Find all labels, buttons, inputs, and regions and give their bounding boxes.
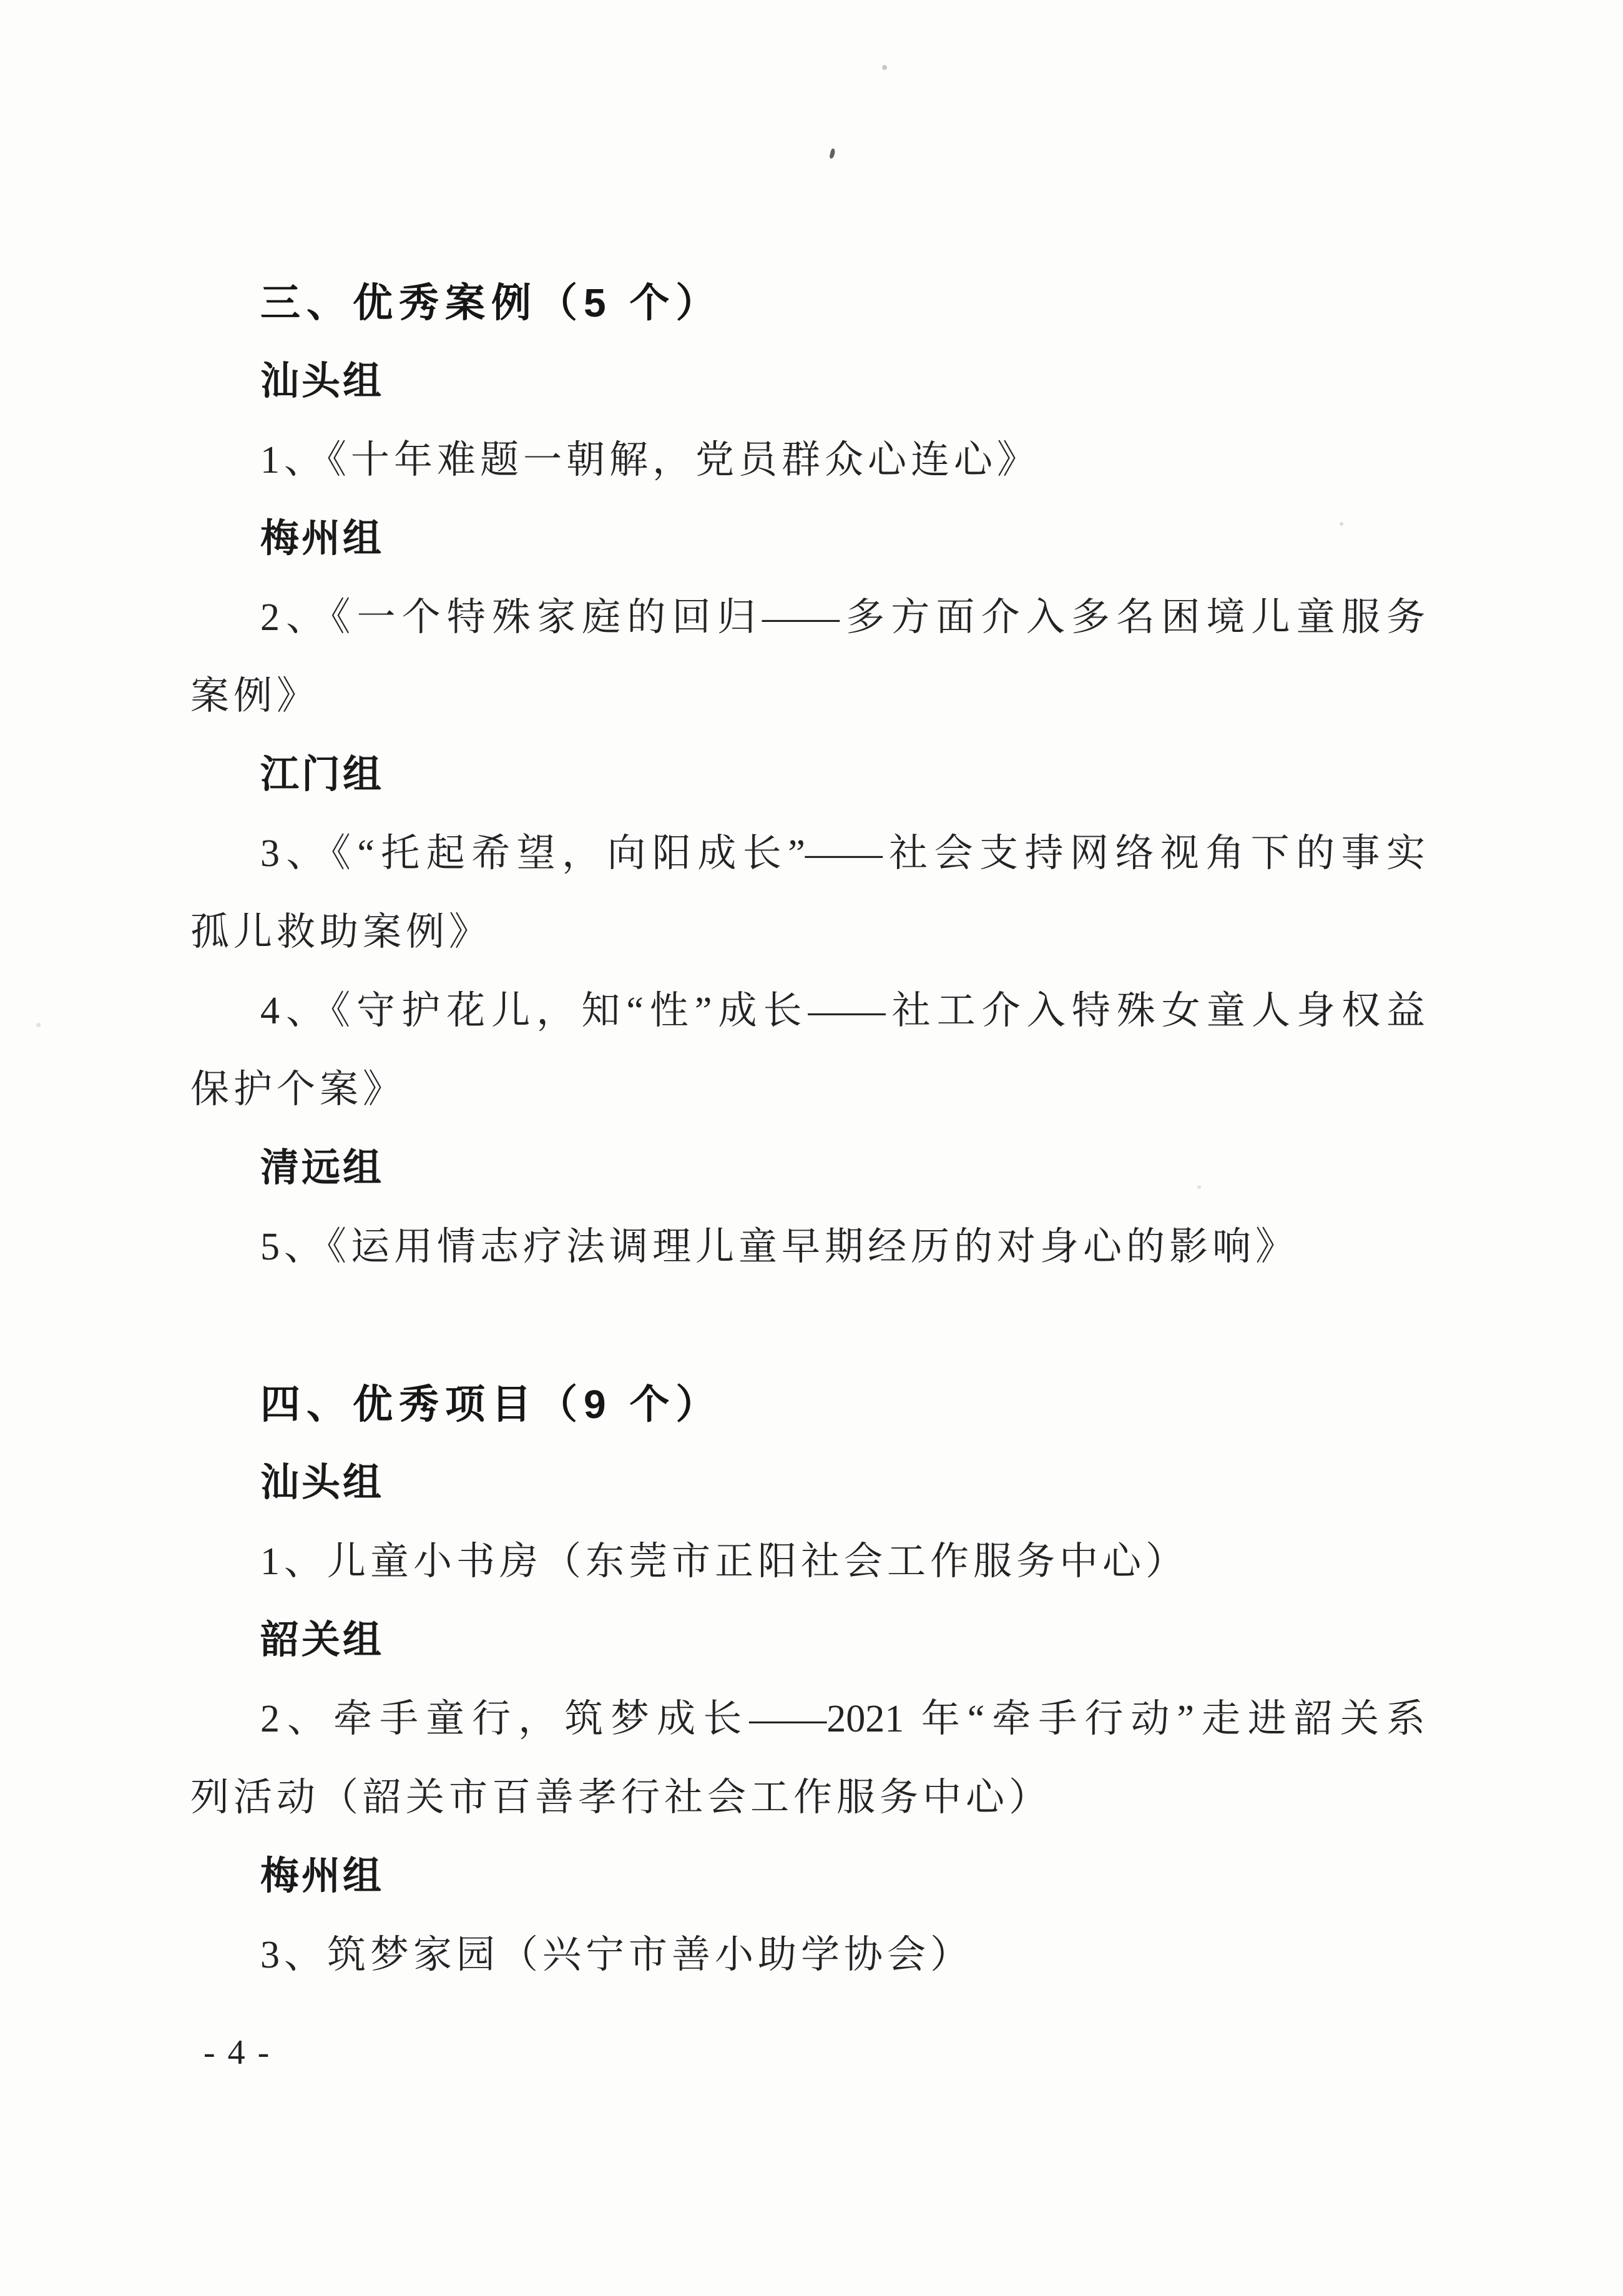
project-item-3: 3、筑梦家园（兴宁市善小助学协会）: [260, 1934, 974, 1976]
section-heading-cases: 三、优秀案例（5 个）: [260, 280, 722, 325]
group-label-meizhou: 梅州组: [260, 517, 385, 560]
project-item-2-line-2: 列活动（韶关市百善孝行社会工作服务中心）: [190, 1776, 1052, 1819]
page-number: - 4 -: [203, 2033, 272, 2072]
scan-speck: [36, 1023, 41, 1027]
scan-speck: [882, 65, 887, 70]
case-item-4-line-1: 4、《守护花儿，知“性”成长——社工介入特殊女童人身权益: [260, 990, 1425, 1032]
project-item-2-line-1: 2、牵手童行，筑梦成长——2021 年“牵手行动”走进韶关系: [260, 1698, 1425, 1740]
group-label-jiangmen: 江门组: [260, 753, 385, 796]
text-column: [190, 264, 1425, 1994]
case-item-5: 5、《运用情志疗法调理儿童早期经历的对身心的影响》: [260, 1226, 1299, 1268]
case-item-3-line-2: 孤儿救助案例》: [190, 911, 493, 953]
group-label-qingyuan: 清远组: [260, 1146, 385, 1190]
case-item-3-line-1: 3、《“托起希望，向阳成长”——社会支持网络视角下的事实: [260, 832, 1425, 875]
group-label-shaoguan: 韶关组: [260, 1619, 385, 1662]
case-item-4-line-2: 保护个案》: [190, 1068, 406, 1111]
section-heading-projects: 四、优秀项目（9 个）: [260, 1382, 722, 1427]
case-item-2-line-1: 2、《一个特殊家庭的回归——多方面介入多名困境儿童服务: [260, 596, 1425, 639]
case-item-2-line-2: 案例》: [190, 675, 320, 717]
scan-speck: [829, 148, 836, 159]
case-item-1: 1、《十年难题一朝解，党员群众心连心》: [260, 439, 1041, 481]
project-item-1: 1、儿童小书房（东莞市正阳社会工作服务中心）: [260, 1540, 1189, 1583]
group-label-meizhou-2: 梅州组: [260, 1855, 385, 1898]
group-label-shantou-2: 汕头组: [260, 1461, 385, 1504]
group-label-shantou: 汕头组: [260, 360, 385, 403]
